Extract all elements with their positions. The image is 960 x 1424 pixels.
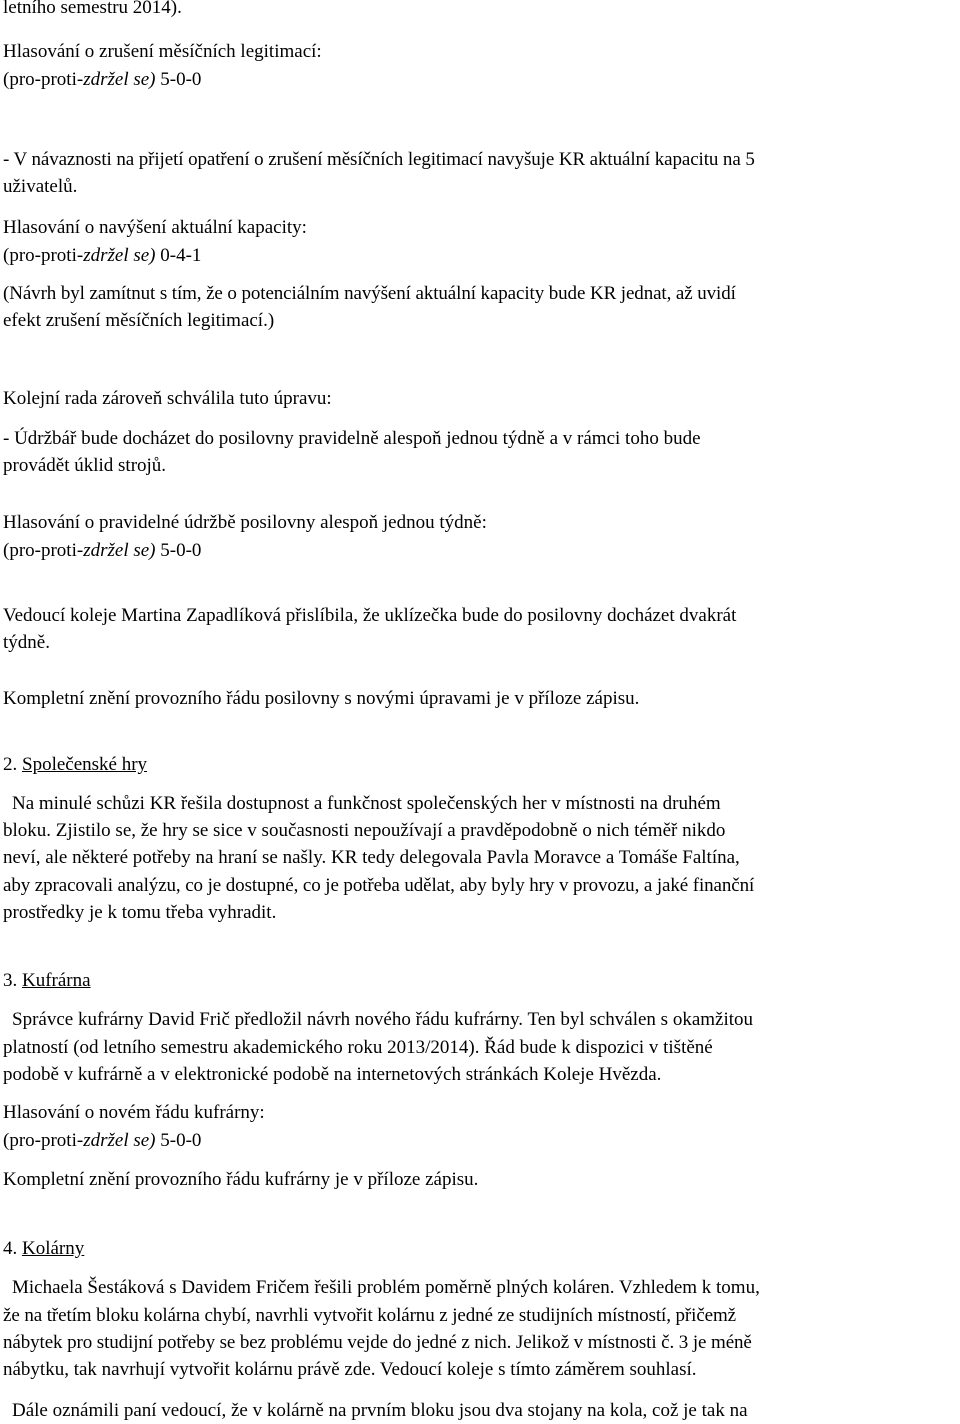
- vote-italic: zdržel se): [83, 245, 156, 266]
- vote-numbers: 5-0-0: [155, 540, 202, 561]
- vote-prefix: (pro-proti-: [3, 540, 84, 561]
- paragraph-line: Správce kufrárny David Frič předložil návrh nového řádu kufrárny. Ten byl schválen s okamžitou: [12, 1009, 754, 1030]
- vote-result: [3, 1127, 201, 1154]
- section-heading: [3, 1235, 84, 1262]
- paragraph-line: Na minulé schůzi KR řešila dostupnost a funkčnost společenských her v místnosti na druhém: [12, 793, 721, 814]
- paragraph-line: prostředky je k tomu třeba vyhradit.: [3, 902, 277, 923]
- vote-numbers: 5-0-0: [155, 69, 202, 90]
- vote-result: [3, 242, 201, 269]
- paragraph-line: efekt zrušení měsíčních legitimací.): [3, 310, 275, 331]
- vote-numbers: 0-4-1: [155, 245, 202, 266]
- paragraph-line: Kompletní znění provozního řádu kufrárny je v příloze zápisu.: [3, 1169, 479, 1190]
- paragraph-line: - V návaznosti na přijetí opatření o zrušení měsíčních legitimací navyšuje KR aktuální kapacitu na 5: [3, 149, 755, 170]
- paragraph-line: (Návrh byl zamítnut s tím, že o potenciálním navýšení aktuální kapacity bude KR jednat, až uvidí: [3, 283, 736, 304]
- section-title: Společenské hry: [22, 754, 148, 775]
- paragraph-line: provádět úklid strojů.: [3, 455, 167, 476]
- paragraph-line: Kompletní znění provozního řádu posilovny s novými úpravami je v příloze zápisu.: [3, 688, 640, 709]
- paragraph-line: Kolejní rada zároveň schválila tuto úpravu:: [3, 388, 332, 409]
- vote-result: [3, 66, 201, 93]
- vote-italic: zdržel se): [83, 540, 156, 561]
- paragraph-line: uživatelů.: [3, 176, 78, 197]
- paragraph-line: Michaela Šestáková s Davidem Fričem řešili problém poměrně plných koláren. Vzhledem k tomu,: [12, 1277, 760, 1298]
- paragraph-line: Dále oznámili paní vedoucí, že v kolárně na prvním bloku jsou dva stojany na kola, což je tak na: [12, 1400, 748, 1421]
- paragraph-line: platností (od letního semestru akademického roku 2013/2014). Řád bude k dispozici v tištěné: [3, 1037, 713, 1058]
- section-number: 2.: [3, 754, 22, 775]
- section-number: 3.: [3, 970, 22, 991]
- paragraph-line: že na třetím bloku kolárna chybí, navrhli vytvořit kolárnu z jedné ze studijních místností, přičemž: [3, 1305, 737, 1326]
- vote-prefix: (pro-proti-: [3, 245, 84, 266]
- paragraph-line: bloku. Zjistilo se, že hry se sice v současnosti nepoužívají a pravděpodobně o nich téměř nikdo: [3, 820, 726, 841]
- section-number: 4.: [3, 1238, 22, 1259]
- vote-numbers: 5-0-0: [155, 1130, 202, 1151]
- vote-title: Hlasování o navýšení aktuální kapacity:: [3, 217, 307, 238]
- vote-title: Hlasování o novém řádu kufrárny:: [3, 1102, 265, 1123]
- vote-result: [3, 537, 201, 564]
- section-title: Kufrárna: [22, 970, 91, 991]
- vote-italic: zdržel se): [83, 69, 156, 90]
- paragraph-line: neví, ale některé potřeby na hraní se našly. KR tedy delegovala Pavla Moravce a Tomáše Faltína,: [3, 847, 740, 868]
- vote-title: Hlasování o zrušení měsíčních legitimací:: [3, 41, 322, 62]
- section-title: Kolárny: [22, 1238, 85, 1259]
- paragraph-line: nábytek pro studijní potřeby se bez problému vejde do jedné z nich. Jelikož v místnosti č. 3 je méně: [3, 1332, 752, 1353]
- paragraph-line: týdně.: [3, 632, 50, 653]
- vote-prefix: (pro-proti-: [3, 1130, 84, 1151]
- paragraph-line: letního semestru 2014).: [3, 0, 182, 18]
- vote-prefix: (pro-proti-: [3, 69, 84, 90]
- vote-title: Hlasování o pravidelné údržbě posilovny alespoň jednou týdně:: [3, 512, 487, 533]
- paragraph-line: podobě v kufrárně a v elektronické podobě na internetových stránkách Koleje Hvězda.: [3, 1064, 662, 1085]
- paragraph-line: - Údržbář bude docházet do posilovny pravidelně alespoň jednou týdně a v rámci toho bude: [3, 428, 701, 449]
- paragraph-line: aby zpracovali analýzu, co je dostupné, co je potřeba udělat, aby byly hry v provozu, a jaké finanční: [3, 875, 755, 896]
- vote-italic: zdržel se): [83, 1130, 156, 1151]
- paragraph-line: Vedoucí koleje Martina Zapadlíková přislíbila, že uklízečka bude do posilovny docházet dvakrát: [3, 605, 737, 626]
- section-heading: [3, 967, 91, 994]
- section-heading: [3, 751, 147, 778]
- paragraph-line: nábytku, tak navrhují vytvořit kolárnu právě zde. Vedoucí koleje s tímto záměrem souhlasí.: [3, 1359, 697, 1380]
